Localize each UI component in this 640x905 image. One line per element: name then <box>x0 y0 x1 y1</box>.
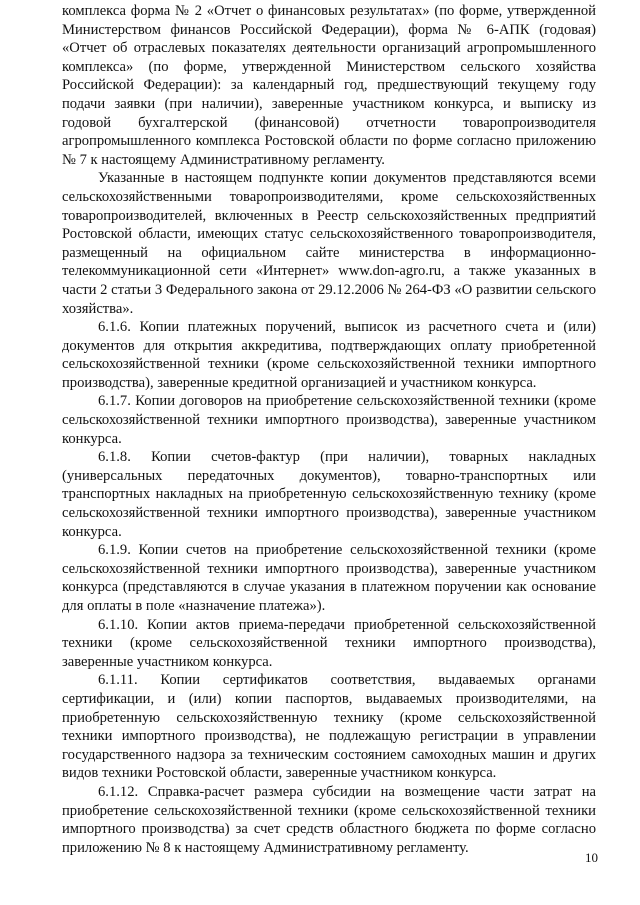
paragraph-6-1-10: 6.1.10. Копии актов приема-передачи приобретенной сельскохозяйственной техники (кроме сельскохозяйственной техники импортного производства), заверенные участником конкурса. <box>62 616 596 670</box>
paragraph-6-1-9: 6.1.9. Копии счетов на приобретение сельскохозяйственной техники (кроме сельскохозяйственной техники импортного производства), заверенные участником конкурса (представляются в случае указания в платежном поручении как основание для оплаты в поле «назначение платежа»). <box>62 542 596 614</box>
page-number: 10 <box>585 850 598 865</box>
paragraph-continuation: комплекса форма № 2 «Отчет о финансовых результатах» (по форме, утвержденной Министерством финансов Российской Федерации), форма № 6-АПК (годовая) «Отчет об отраслевых показателях деятельности организаций агропромышленного комплекса» (по форме, утвержденной Министерством сельского хозяйства Российской Федерации): за календарный год, предшествующий текущему году подачи заявки (при наличии), заверенные участником конкурса, и выписку из годовой бухгалтерской (финансовой) отчетности товаропроизводителя агропромышленного комплекса Ростовской области по форме согласно приложению № 7 к настоящему Административному регламенту. <box>62 3 596 168</box>
paragraph-6-1-11: 6.1.11. Копии сертификатов соответствия, выдаваемых органами сертификации, и (или) копии паспортов, выдаваемых производителями, на приобретенную сельскохозяйственную технику (кроме сельскохозяйственной техники импортного производства), не подлежащую регистрации в управлении государственного надзора за техническим состоянием самоходных машин и других видов техники Ростовской области, заверенные участником конкурса. <box>62 672 596 782</box>
paragraph-6-1-8: 6.1.8. Копии счетов-фактур (при наличии), товарных накладных (универсальных передаточных документов), товарно-транспортных или транспортных накладных на приобретенную сельскохозяйственную технику (кроме сельскохозяйственной техники импортного производства), заверенные участником конкурса. <box>62 449 596 540</box>
paragraph-note: Указанные в настоящем подпункте копии документов представляются всеми сельскохозяйственными товаропроизводителями, кроме сельскохозяйственных товаропроизводителей, включенных в Реестр сельскохозяйственных предприятий Ростовской области, имеющих статус сельскохозяйственного товаропроизводителя, размещенный на официальном сайте министерства в информационно-телекоммуникационной сети «Интернет» www.don-agro.ru, а также указанных в части 2 статьи 3 Федерального закона от 29.12.2006 № 264-ФЗ «О развитии сельского хозяйства». <box>62 170 596 317</box>
paragraph-6-1-7: 6.1.7. Копии договоров на приобретение сельскохозяйственной техники (кроме сельскохозяйственной техники импортного производства), заверенные участником конкурса. <box>62 393 596 447</box>
paragraph-6-1-6: 6.1.6. Копии платежных поручений, выписок из расчетного счета и (или) документов для открытия аккредитива, подтверждающих оплату приобретенной сельскохозяйственной техники (кроме сельскохозяйственной техники импортного производства), заверенные кредитной организацией и участником конкурса. <box>62 319 596 391</box>
document-body <box>62 2 596 857</box>
paragraph-6-1-12: 6.1.12. Справка-расчет размера субсидии на возмещение части затрат на приобретение сельскохозяйственной техники (кроме сельскохозяйственной техники импортного производства) за счет средств областного бюджета по форме согласно приложению № 8 к настоящему Административному регламенту. <box>62 783 596 856</box>
